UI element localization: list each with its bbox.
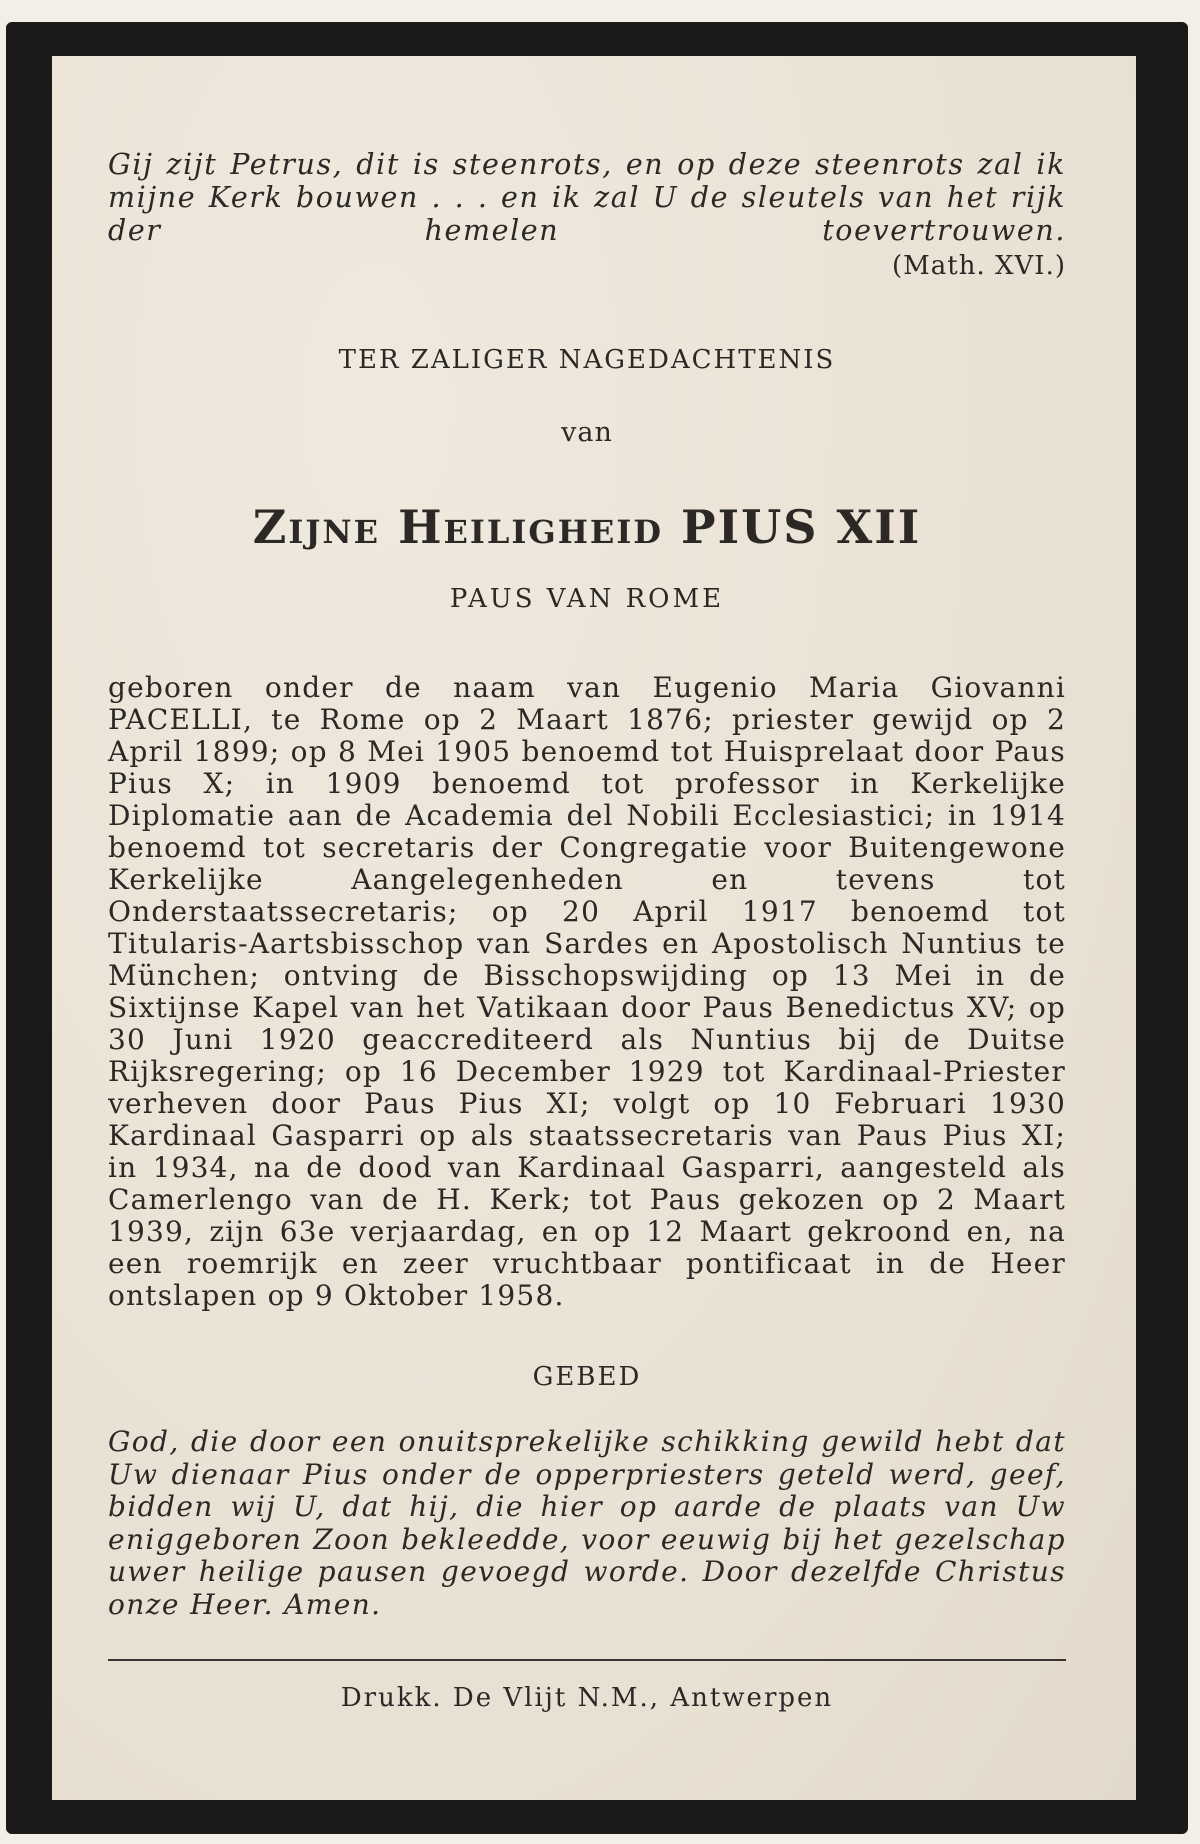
card-paper: [52, 56, 1136, 1800]
prayer-text: God, die door een onuitsprekelijke schikking gewild hebt dat Uw dienaar Pius onder de opperpriesters geteld werd, geef, bidden wij U, dat hij, die hier op aarde de plaats van Uw eniggeboren Zoon bekleedde, voor eeuwig bij het gezelschap uwer heilige pausen gevoegd worde. Door dezelfde Christus onze Heer. Amen.: [108, 1425, 1066, 1621]
prayer-heading: GEBED: [532, 1362, 642, 1392]
scripture-verse: Gij zijt Petrus, dit is steenrots, en op deze steenrots zal ik mijne Kerk bouwen . . . en ik zal U de sleutels van het rijk der hemelen toevertrouwen.: [108, 148, 1066, 247]
biography-text: geboren onder de naam van Eugenio Maria Giovanni PACELLI, te Rome op 2 Maart 1876; priester gewijd op 2 April 1899; op 8 Mei 1905 benoemd tot Huisprelaat door Paus Pius X; in 1909 benoemd tot professor in Kerkelijke Diplomatie aan de Academia del Nobili Ecclesiastici; in 1914 benoemd tot secretaris der Congregatie voor Buitengewone Kerkelijke Aangelegenheden en tevens tot Onderstaatssecretaris; op 20 April 1917 benoemd tot Titularis-Aartsbisschop van Sardes en Apostolisch Nuntius te München; ontving de Bisschopswijding op 13 Mei in de Sixtijnse Kapel van het Vatikaan door Paus Benedictus XV; op 30 Juni 1920 geaccrediteerd als Nuntius bij de Duitse Rijksregering; op 16 December 1929 tot Kardinaal-Priester verheven door Paus Pius XI; volgt op 10 Februari 1930 Kardinaal Gasparri op als staatssecretaris van Paus Pius XI; in 1934, na de dood van Kardinaal Gasparri, aangesteld als Camerlengo van de H. Kerk; tot Paus gekozen op 2 Maart 1939, zijn 63e verjaardag, en op 12 Maart gekroond en, na een roemrijk en zeer vruchtbaar pontificaat in de Heer ontslapen op 9 Oktober 1958.: [108, 671, 1066, 1312]
connector-text: van: [561, 417, 613, 448]
memoriam-heading: TER ZALIGER NAGEDACHTENIS: [338, 345, 836, 375]
printer-credit: Drukk. De Vlijt N.M., Antwerpen: [340, 1683, 834, 1713]
verse-reference: (Math. XVI.): [892, 251, 1066, 281]
deceased-name: Zijne Heiligheid PIUS XII: [252, 500, 922, 554]
divider-line: [108, 1659, 1066, 1661]
title-subtitle: PAUS VAN ROME: [449, 584, 725, 614]
memorial-card: [6, 22, 1188, 1834]
